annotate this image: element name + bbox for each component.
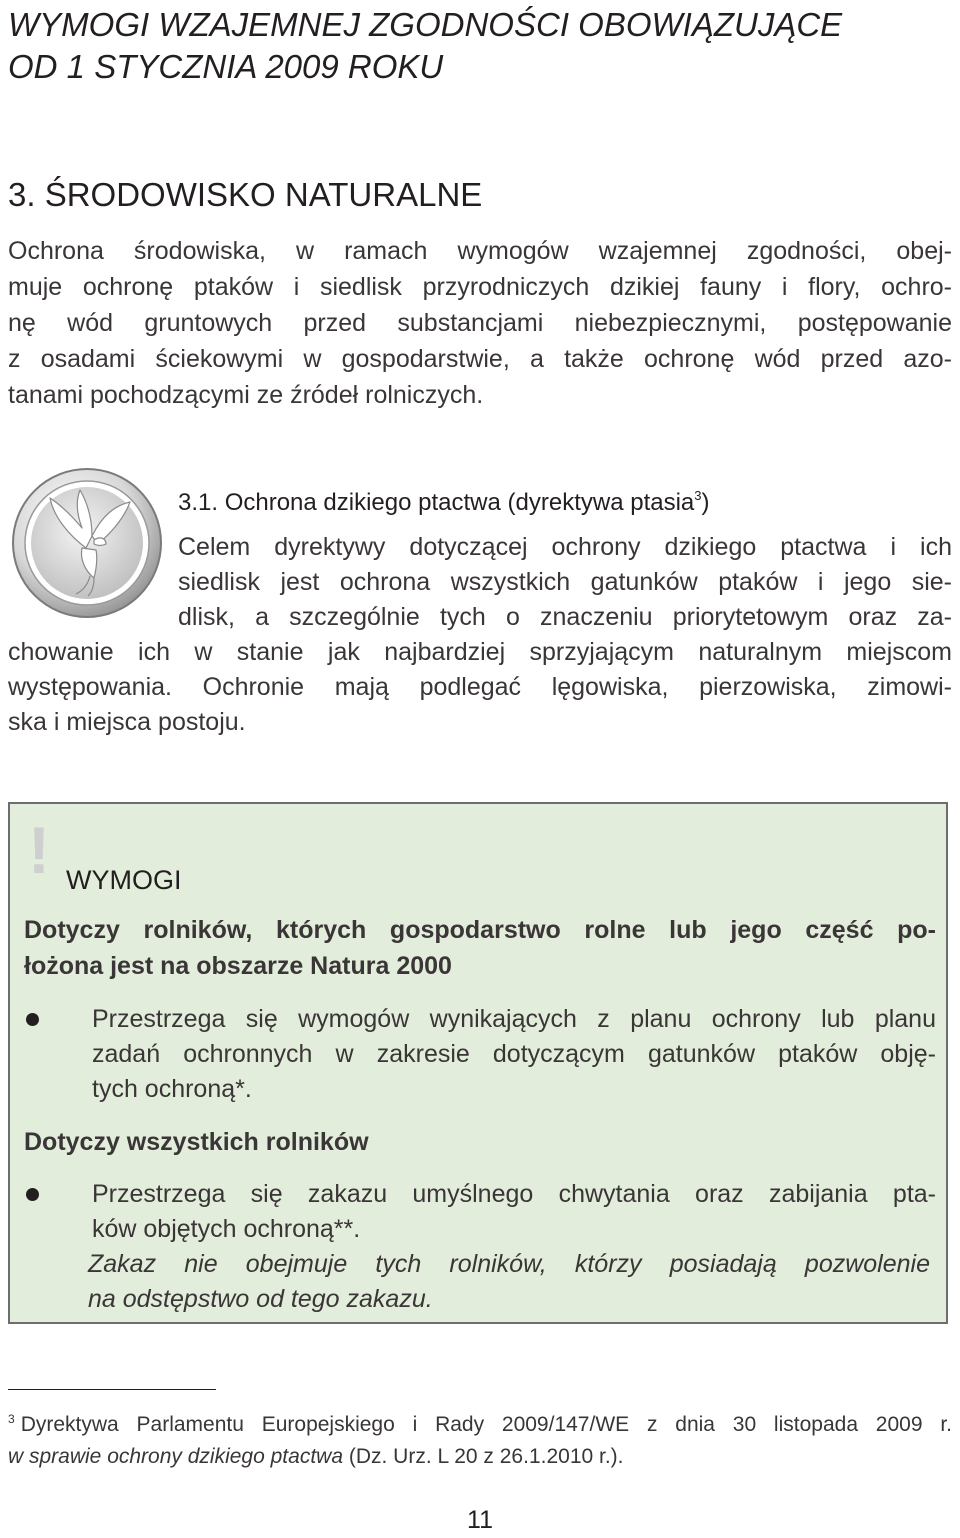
bullet-line: ków objętych ochroną**. [92, 1215, 361, 1243]
intro-line: nę wód gruntowych przed substancjami niebezpiecznymi, postępowanie [8, 309, 952, 337]
footnote [8, 1403, 952, 1473]
subsection-title-text: 3.1. Ochrona dzikiego ptactwa (dyrektywa ptasia [178, 489, 695, 516]
requirements-group2-heading [24, 1124, 936, 1160]
body-line: dlisk, a szczególnie tych o znaczeniu priorytetowym oraz za- [178, 603, 952, 631]
bullet-line: zadań ochronnych w zakresie dotyczącym gatunków ptaków obję- [92, 1040, 936, 1068]
footnote-text: Dyrektywa Parlamentu Europejskiego i Rady 2009/147/WE z dnia 30 listopada 2009 r. [20, 1413, 952, 1436]
body-line: siedlisk jest ochrona wszystkich gatunków ptaków i jego sie- [178, 568, 952, 596]
body-line: chowanie ich w stanie jak najbardziej sprzyjającym naturalnym miejscom [8, 638, 952, 666]
bullet-line: tych ochroną*. [92, 1075, 252, 1103]
note-line: na odstępstwo od tego zakazu. [88, 1285, 433, 1313]
bullet-icon [26, 1188, 39, 1201]
requirements-title: WYMOGI [66, 865, 182, 895]
intro-line: Ochrona środowiska, w ramach wymogów wzajemnej zgodności, obej- [8, 237, 952, 265]
exclamation-icon: ! [28, 813, 50, 887]
footnote-divider [8, 1389, 216, 1390]
intro-line: z osadami ściekowymi w gospodarstwie, a także ochronę wód przed azo- [8, 345, 952, 373]
heading-line: Dotyczy wszystkich rolników [24, 1128, 369, 1156]
bullet-line: Przestrzega się zakazu umyślnego chwytania oraz zabijania pta- [92, 1180, 936, 1208]
page-number: 11 [467, 1506, 493, 1534]
footnote-line-1 [8, 1403, 952, 1441]
bullet-icon [26, 1013, 39, 1026]
heading-line: Dotyczy rolników, których gospodarstwo rolne lub jego część po- [24, 916, 936, 944]
requirements-group2-bullet [24, 1177, 936, 1247]
requirements-group1-bullet [24, 1002, 936, 1107]
footnote-rest-text: (Dz. Urz. L 20 z 26.1.2010 r.). [343, 1445, 624, 1468]
footnote-reference: 3 [694, 488, 702, 503]
header-title-line-2: OD 1 STYCZNIA 2009 ROKU [8, 48, 444, 85]
footnote-italic-text: w sprawie ochrony dzikiego ptactwa [8, 1445, 343, 1468]
note-line: Zakaz nie obejmuje tych rolników, którzy posiadają pozwolenie [88, 1250, 930, 1278]
body-line: występowania. Ochronie mają podlegać lęgowiska, pierzowiska, zimowi- [8, 673, 952, 701]
footnote-number: 3 [8, 1412, 15, 1426]
bullet-line: Przestrzega się wymogów wynikających z planu ochrony lub planu [92, 1005, 936, 1033]
header-title-line-1: WYMOGI WZAJEMNEJ ZGODNOŚCI OBOWIĄZUJĄCE [8, 6, 843, 43]
intro-line: tanami pochodzącymi ze źródeł rolniczych. [8, 381, 484, 409]
subsection-body [8, 530, 952, 740]
requirements-group1-heading [24, 912, 936, 984]
intro-paragraph [8, 233, 952, 413]
section-title: 3. ŚRODOWISKO NATURALNE [8, 176, 483, 213]
page-header-title [8, 4, 948, 88]
subsection-title-close: ) [701, 489, 710, 516]
requirements-group2-note [18, 1247, 930, 1317]
footnote-line-2 [8, 1441, 952, 1473]
body-line: ska i miejsca postoju. [8, 708, 246, 736]
subsection-title [178, 476, 710, 523]
body-line: Celem dyrektywy dotyczącej ochrony dzikiego ptactwa i ich [178, 533, 952, 561]
intro-line: muje ochronę ptaków i siedlisk przyrodniczych dzikiej fauny i flory, ochro- [8, 273, 952, 301]
heading-line: łożona jest na obszarze Natura 2000 [24, 952, 452, 980]
requirements-box [8, 802, 948, 1324]
